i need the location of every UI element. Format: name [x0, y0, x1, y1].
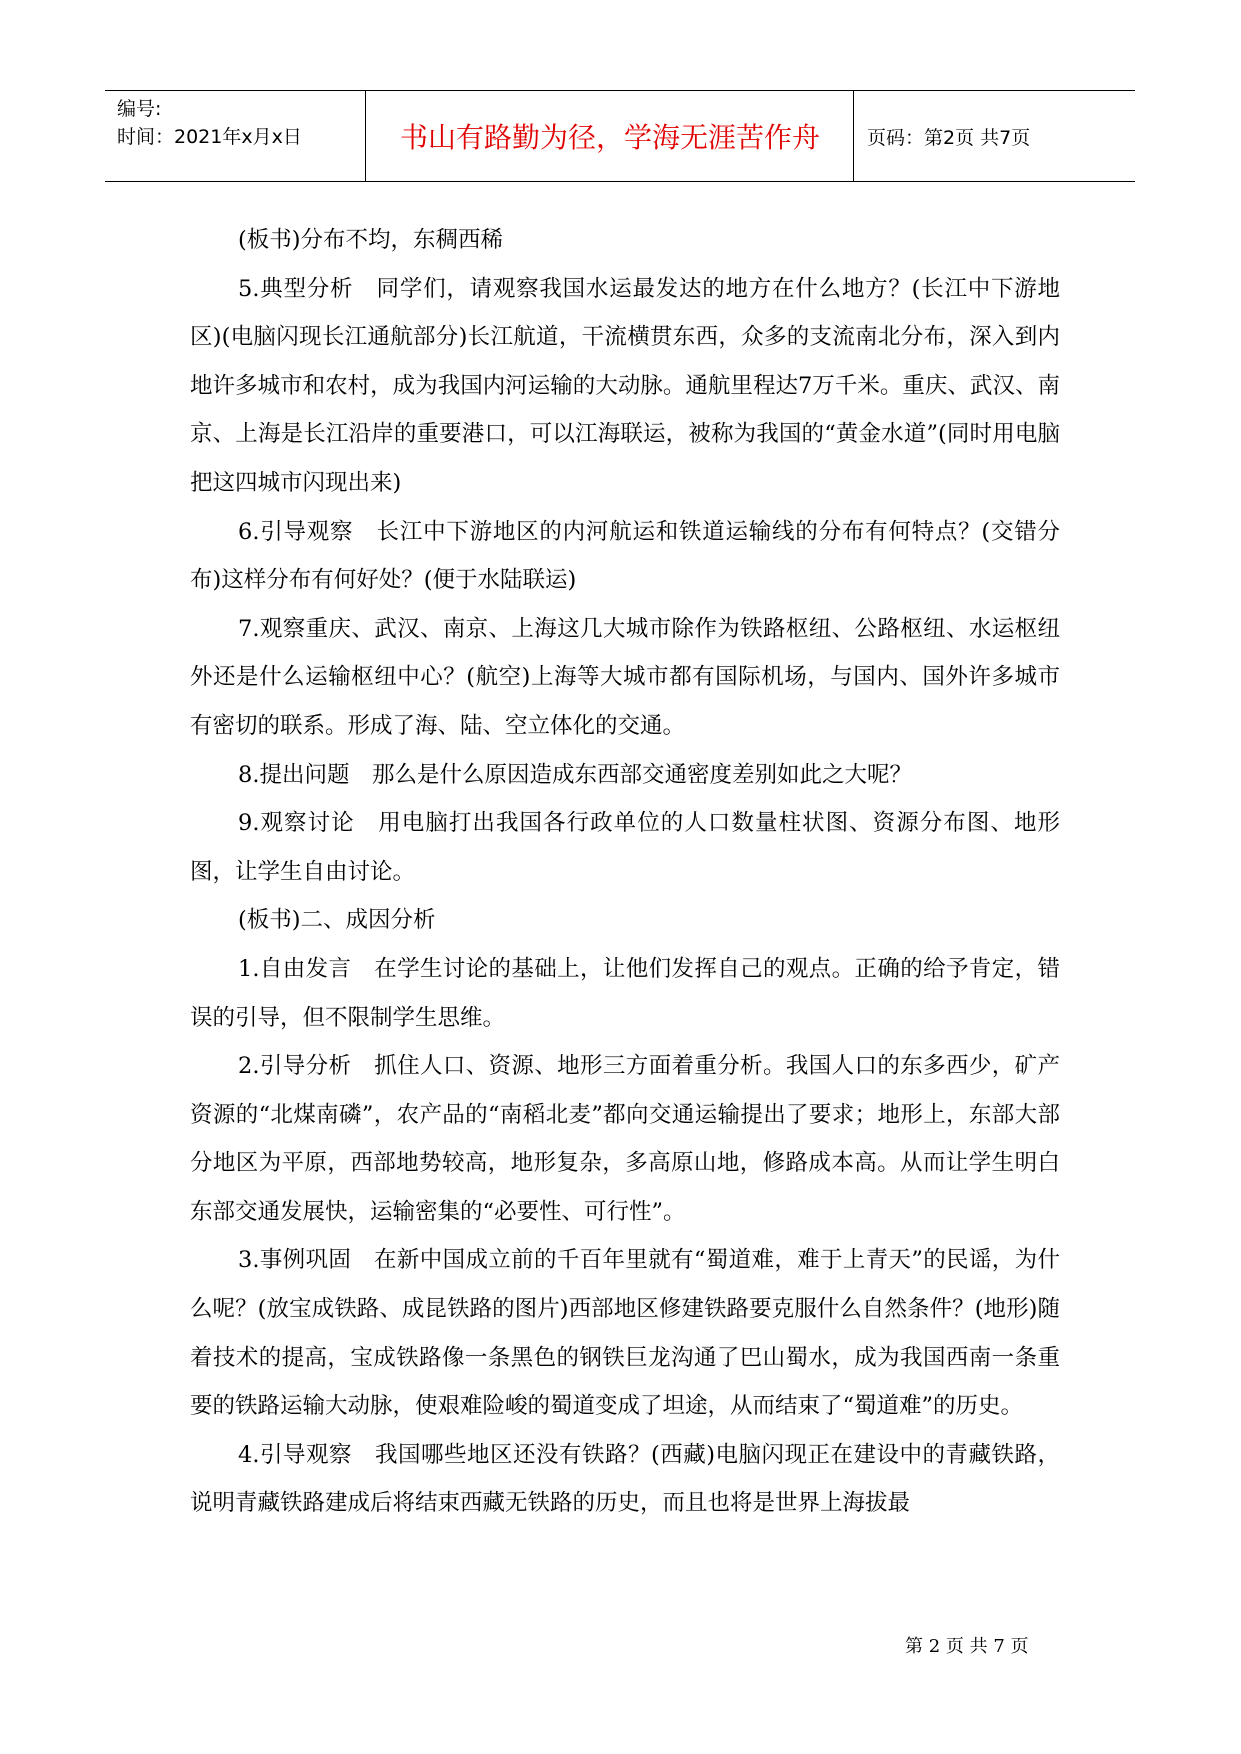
page-footer: 第 2 页 共 7 页	[905, 1636, 1029, 1657]
number-label: 编号:	[117, 98, 162, 120]
paragraph: 5.典型分析 同学们，请观察我国水运最发达的地方在什么地方？(长江中下游地区)(电脑闪现长江通航部分)长江航道，干流横贯东西，众多的支流南北分布，深入到内地许多城市和农村，成为我国内河运输的大动脉。通航里程达7万千米。重庆、武汉、南京、上海是长江沿岸的重要港口，可以江海联运，被称为我国的“黄金水道”(同时用电脑把这四城市闪现出来)	[190, 275, 1060, 496]
header-divider	[365, 91, 366, 181]
header-divider	[853, 91, 854, 181]
paragraph: 1.自由发言 在学生讨论的基础上，让他们发挥自己的观点。正确的给予肯定，错误的引导，但不限制学生思维。	[190, 955, 1060, 1031]
document-body	[190, 216, 1060, 1528]
paragraph: 8.提出问题 那么是什么原因造成东西部交通密度差别如此之大呢？	[238, 761, 912, 788]
paragraph: (板书)分布不均，东稠西稀	[238, 227, 504, 253]
page-header	[105, 90, 1135, 182]
paragraph: 6.引导观察 长江中下游地区的内河航运和铁道运输线的分布有何特点？(交错分布)这样分布有何好处？(便于水陆联运)	[190, 518, 1060, 594]
paragraph: (板书)二、成因分析	[238, 907, 436, 934]
paragraph: 2.引导分析 抓住人口、资源、地形三方面着重分析。我国人口的东多西少，矿产资源的“北煤南磷”，农产品的“南稻北麦”都向交通运输提出了要求；地形上，东部大部分地区为平原，西部地势较高，地形复杂，多高原山地，修路成本高。从而让学生明白东部交通发展快，运输密集的“必要性、可行性”。	[190, 1053, 1060, 1225]
header-motto: 书山有路勤为径，学海无涯苦作舟	[399, 121, 820, 154]
paragraph: 3.事例巩固 在新中国成立前的千百年里就有“蜀道难，难于上青天”的民谣，为什么呢？(放宝成铁路、成昆铁路的图片)西部地区修建铁路要克服什么自然条件？(地形)随着技术的提高，宝成铁路像一条黑色的钢铁巨龙沟通了巴山蜀水，成为我国西南一条重要的铁路运输大动脉，使艰难险峻的蜀道变成了坦途，从而结束了“蜀道难”的历史。	[190, 1247, 1060, 1420]
header-page-label: 页码：第2页 共7页	[867, 126, 1031, 149]
paragraph: 9.观察讨论 用电脑打出我国各行政单位的人口数量柱状图、资源分布图、地形图，让学生自由讨论。	[190, 810, 1060, 885]
paragraph: 7.观察重庆、武汉、南京、上海这几大城市除作为铁路枢纽、公路枢纽、水运枢纽外还是什么运输枢纽中心？(航空)上海等大城市都有国际机场，与国内、国外许多城市有密切的联系。形成了海、陆、空立体化的交通。	[190, 615, 1060, 739]
header-meta	[117, 91, 367, 181]
time-label: 时间：2021年x月x日	[117, 126, 302, 148]
paragraph: 4.引导观察 我国哪些地区还没有铁路？(西藏)电脑闪现正在建设中的青藏铁路，说明青藏铁路建成后将结束西藏无铁路的历史，而且也将是世界上海拔最	[190, 1441, 1060, 1517]
